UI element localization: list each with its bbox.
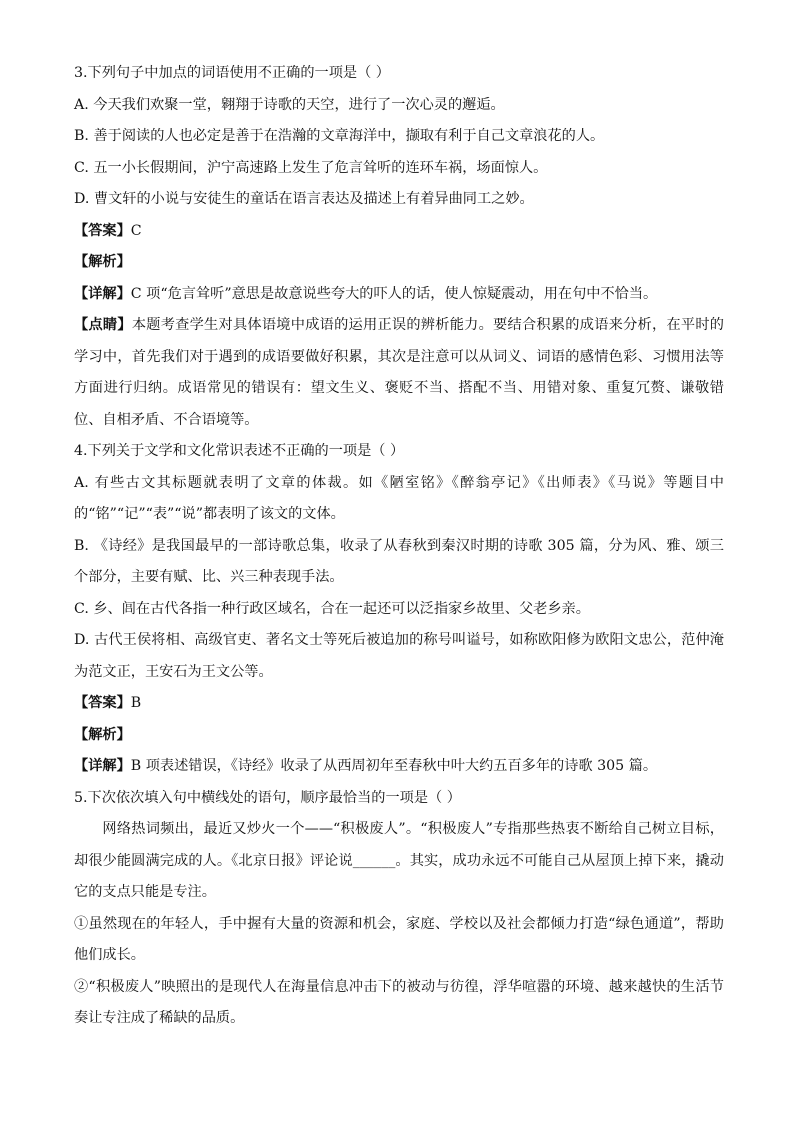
q4-option-b: B. 《诗经》是我国最早的一部诗歌总集，收录了从春秋到秦汉时期的诗歌 305 篇，分为风、雅、颂三个部分，主要有赋、比、兴三种表现手法。 [74,537,724,585]
q3-analysis [74,247,724,279]
q3-option-b: B. 善于阅读的人也必定是善于在浩瀚的文章海洋中，撷取有利于自己文章浪花的人。 [74,128,605,144]
q3-comment-tag: 【点睛】 [74,317,132,333]
q4-detail [74,751,724,783]
q4-answer-tag: 【答案】 [74,695,131,711]
q3-option-a: A. 今天我们欢聚一堂，翱翔于诗歌的天空，进行了一次心灵的邂逅。 [74,96,505,113]
q4-answer [74,688,724,720]
q3-option-c: C. 五一小长假期间，沪宁高速路上发生了危言耸听的连环车祸，场面惊人。 [74,159,548,176]
q4-stem: 4.下列关于文学和文化常识表述不正确的一项是（ ） [74,443,405,459]
q3-option-d: D. 曹文轩的小说与安徒生的童话在语言表达及描述上有着异曲同工之妙。 [74,191,534,207]
q5-item-2: ②“积极废人”映照出的是现代人在海量信息冲击下的被动与彷徨，浮华喧嚣的环境、越来越快的生活节奏让专注成了稀缺的品质。 [74,978,724,1026]
q4-analysis [74,720,724,752]
q4-analysis-tag: 【解析】 [74,726,131,743]
q4-detail-tag: 【详解】 [74,758,131,774]
q5-item-1: ①虽然现在的年轻人，手中握有大量的资源和机会，家庭、学校以及社会都倾力打造“绿色通道”，帮助他们成长。 [74,915,724,963]
q3-comment [74,310,724,436]
q3-analysis-tag: 【解析】 [74,254,131,270]
q3-answer-value: C [130,222,142,239]
q3-detail [74,279,724,311]
q4-detail-text: B 项表述错误，《诗经》收录了从西周初年至春秋中叶大约五百多年的诗歌 305 篇。 [130,758,658,774]
q5-stem: 5.下次依次填入句中横线处的语句，顺序最恰当的一项是（ ） [74,789,461,806]
q4-answer-value: B [130,695,142,711]
q4-option-a: A. 有些古文其标题就表明了文章的体裁。如《陋室铭》《醉翁亭记》《出师表》《马说》等题目中的“铭”“记”“表”“说”都表明了该文的文体。 [74,474,724,522]
q3-comment-text: 本题考查学生对具体语境中成语的运用正误的辨析能力。要结合积累的成语来分析，在平时的学习中，首先我们对于遇到的成语要做好积累，其次是注意可以从词义、词语的感情色彩、习惯用法等方面进行归纳。成语常见的错误有：望文生义、褒贬不当、搭配不当、用错对象、重复冗赘、谦敬错位、自相矛盾、不合语境等。 [74,317,724,428]
q3-detail-text: C 项“危言耸听”意思是故意说些夸大的吓人的话，使人惊疑震动，用在句中不恰当。 [130,285,658,302]
q3-answer [74,216,724,248]
q3-answer-tag: 【答案】 [74,222,131,239]
q5-passage: 网络热词频出，最近又炒火一个——“积极废人”。“积极废人”专指那些热衷不断给自己树立目标，却很少能圆满完成的人。《北京日报》评论说______。其实，成功永远不可能自己从屋顶上掉下来，撬动它的支点只能是专注。 [74,821,724,900]
q4-option-d: D. 古代王侯将相、高级官吏、著名文士等死后被追加的称号叫谥号，如称欧阳修为欧阳文忠公，范仲淹为范文正，王安石为王文公等。 [74,632,724,680]
q4-option-c: C. 乡、闾在古代各指一种行政区域名，合在一起还可以泛指家乡故里、父老乡亲。 [74,600,590,617]
q3-detail-tag: 【详解】 [74,285,131,302]
q3-stem: 3.下列句子中加点的词语使用不正确的一项是（ ） [74,65,390,81]
document-page [74,58,724,1035]
